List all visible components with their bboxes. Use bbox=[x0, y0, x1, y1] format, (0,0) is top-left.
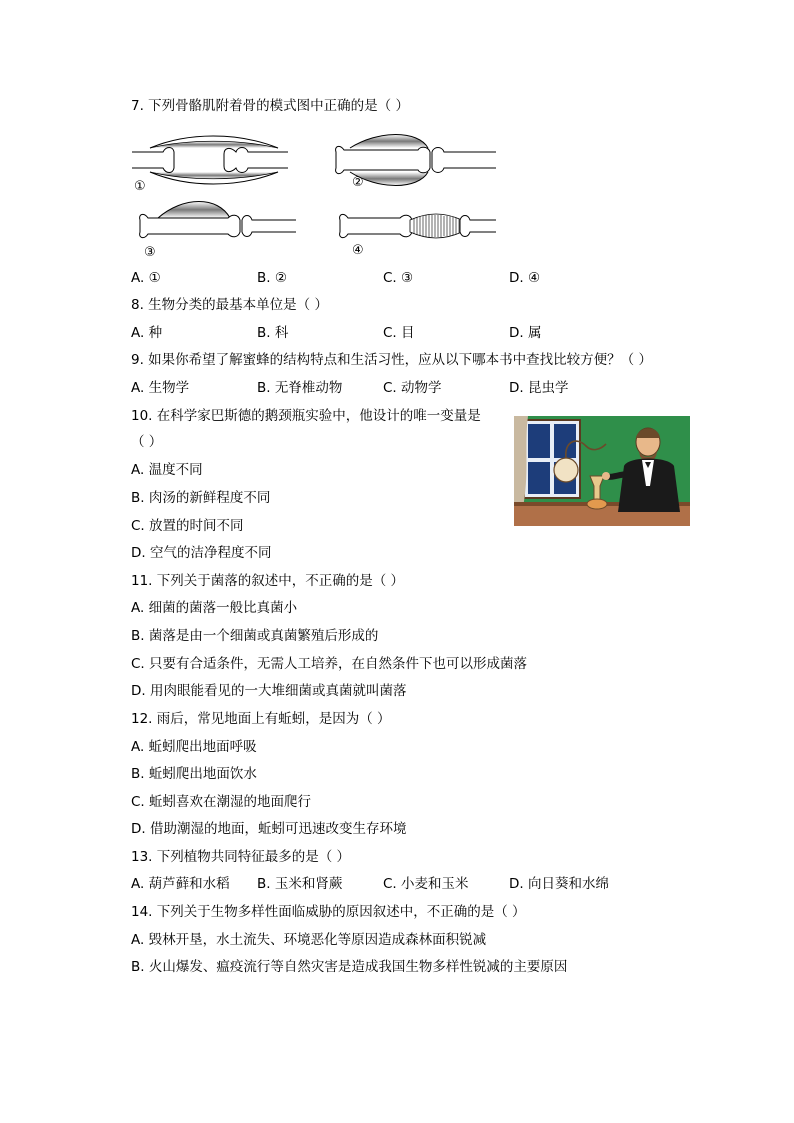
q13-option-a: A. 葫芦藓和水稻 bbox=[131, 876, 230, 892]
q13-option-b: B. 玉米和肾蕨 bbox=[257, 876, 343, 892]
q11-option-d: D. 用肉眼能看见的一大堆细菌或真菌就叫菌落 bbox=[131, 683, 407, 699]
q7-muscle-bone-diagrams bbox=[128, 130, 500, 262]
q10-stem: 10. 在科学家巴斯德的鹅颈瓶实验中，他设计的唯一变量是 bbox=[131, 408, 481, 424]
diagram-1 bbox=[132, 136, 288, 194]
q8-stem: 8. 生物分类的最基本单位是（ ） bbox=[131, 297, 328, 313]
q7-option-d: D. ④ bbox=[509, 270, 541, 286]
diagram-label-3: ③ bbox=[144, 245, 156, 260]
diagram-2 bbox=[336, 135, 496, 191]
q11-option-c: C. 只要有合适条件，无需人工培养，在自然条件下也可以形成菌落 bbox=[131, 656, 528, 672]
q9-stem: 9. 如果你希望了解蜜蜂的结构特点和生活习性，应从以下哪本书中查找比较方便？（ ） bbox=[131, 352, 652, 368]
q14-option-b: B. 火山爆发、瘟疫流行等自然灾害是造成我国生物多样性锐减的主要原因 bbox=[131, 959, 568, 975]
q10-option-a: A. 温度不同 bbox=[131, 462, 203, 478]
q8-option-a: A. 种 bbox=[131, 325, 163, 341]
q11-stem: 11. 下列关于菌落的叙述中，不正确的是（ ） bbox=[131, 573, 405, 589]
q8-option-d: D. 属 bbox=[509, 325, 542, 341]
q14-stem: 14. 下列关于生物多样性面临威胁的原因叙述中，不正确的是（ ） bbox=[131, 904, 526, 920]
q12-option-d: D. 借助潮湿的地面，蚯蚓可迅速改变生存环境 bbox=[131, 821, 407, 837]
q12-option-a: A. 蚯蚓爬出地面呼吸 bbox=[131, 739, 257, 755]
diagram-label-1: ① bbox=[134, 179, 146, 194]
q10-option-d: D. 空气的洁净程度不同 bbox=[131, 545, 272, 561]
q9-option-a: A. 生物学 bbox=[131, 380, 190, 396]
q13-stem: 13. 下列植物共同特征最多的是（ ） bbox=[131, 849, 351, 865]
q11-option-a: A. 细菌的菌落一般比真菌小 bbox=[131, 600, 298, 616]
q14-option-a: A. 毁林开垦，水土流失、环境恶化等原因造成森林面积锐减 bbox=[131, 932, 487, 948]
q7-option-c: C. ③ bbox=[383, 270, 414, 286]
q10-option-c: C. 放置的时间不同 bbox=[131, 518, 244, 534]
q13-option-c: C. 小麦和玉米 bbox=[383, 876, 469, 892]
q8-option-b: B. 科 bbox=[257, 325, 289, 341]
q11-option-b: B. 菌落是由一个细菌或真菌繁殖后形成的 bbox=[131, 628, 379, 644]
diagram-label-4: ④ bbox=[352, 243, 364, 258]
q7-option-b: B. ② bbox=[257, 270, 287, 286]
q13-option-d: D. 向日葵和水绵 bbox=[509, 876, 609, 892]
q9-option-b: B. 无脊椎动物 bbox=[257, 380, 343, 396]
diagram-label-2: ② bbox=[352, 175, 364, 190]
q7-stem: 7. 下列骨骼肌附着骨的模式图中正确的是（ ） bbox=[131, 98, 409, 114]
q12-stem: 12. 雨后，常见地面上有蚯蚓，是因为（ ） bbox=[131, 711, 391, 727]
q10-option-b: B. 肉汤的新鲜程度不同 bbox=[131, 490, 271, 506]
q9-option-c: C. 动物学 bbox=[383, 380, 442, 396]
diagram-4 bbox=[340, 214, 496, 258]
q12-option-b: B. 蚯蚓爬出地面饮水 bbox=[131, 766, 257, 782]
q9-option-d: D. 昆虫学 bbox=[509, 380, 569, 396]
q12-option-c: C. 蚯蚓喜欢在潮湿的地面爬行 bbox=[131, 794, 312, 810]
diagram-3 bbox=[140, 202, 296, 261]
pasteur-illustration bbox=[514, 416, 690, 526]
q10-stem-bracket: （ ） bbox=[131, 434, 163, 450]
q8-option-c: C. 目 bbox=[383, 325, 415, 341]
q7-option-a: A. ① bbox=[131, 270, 161, 286]
